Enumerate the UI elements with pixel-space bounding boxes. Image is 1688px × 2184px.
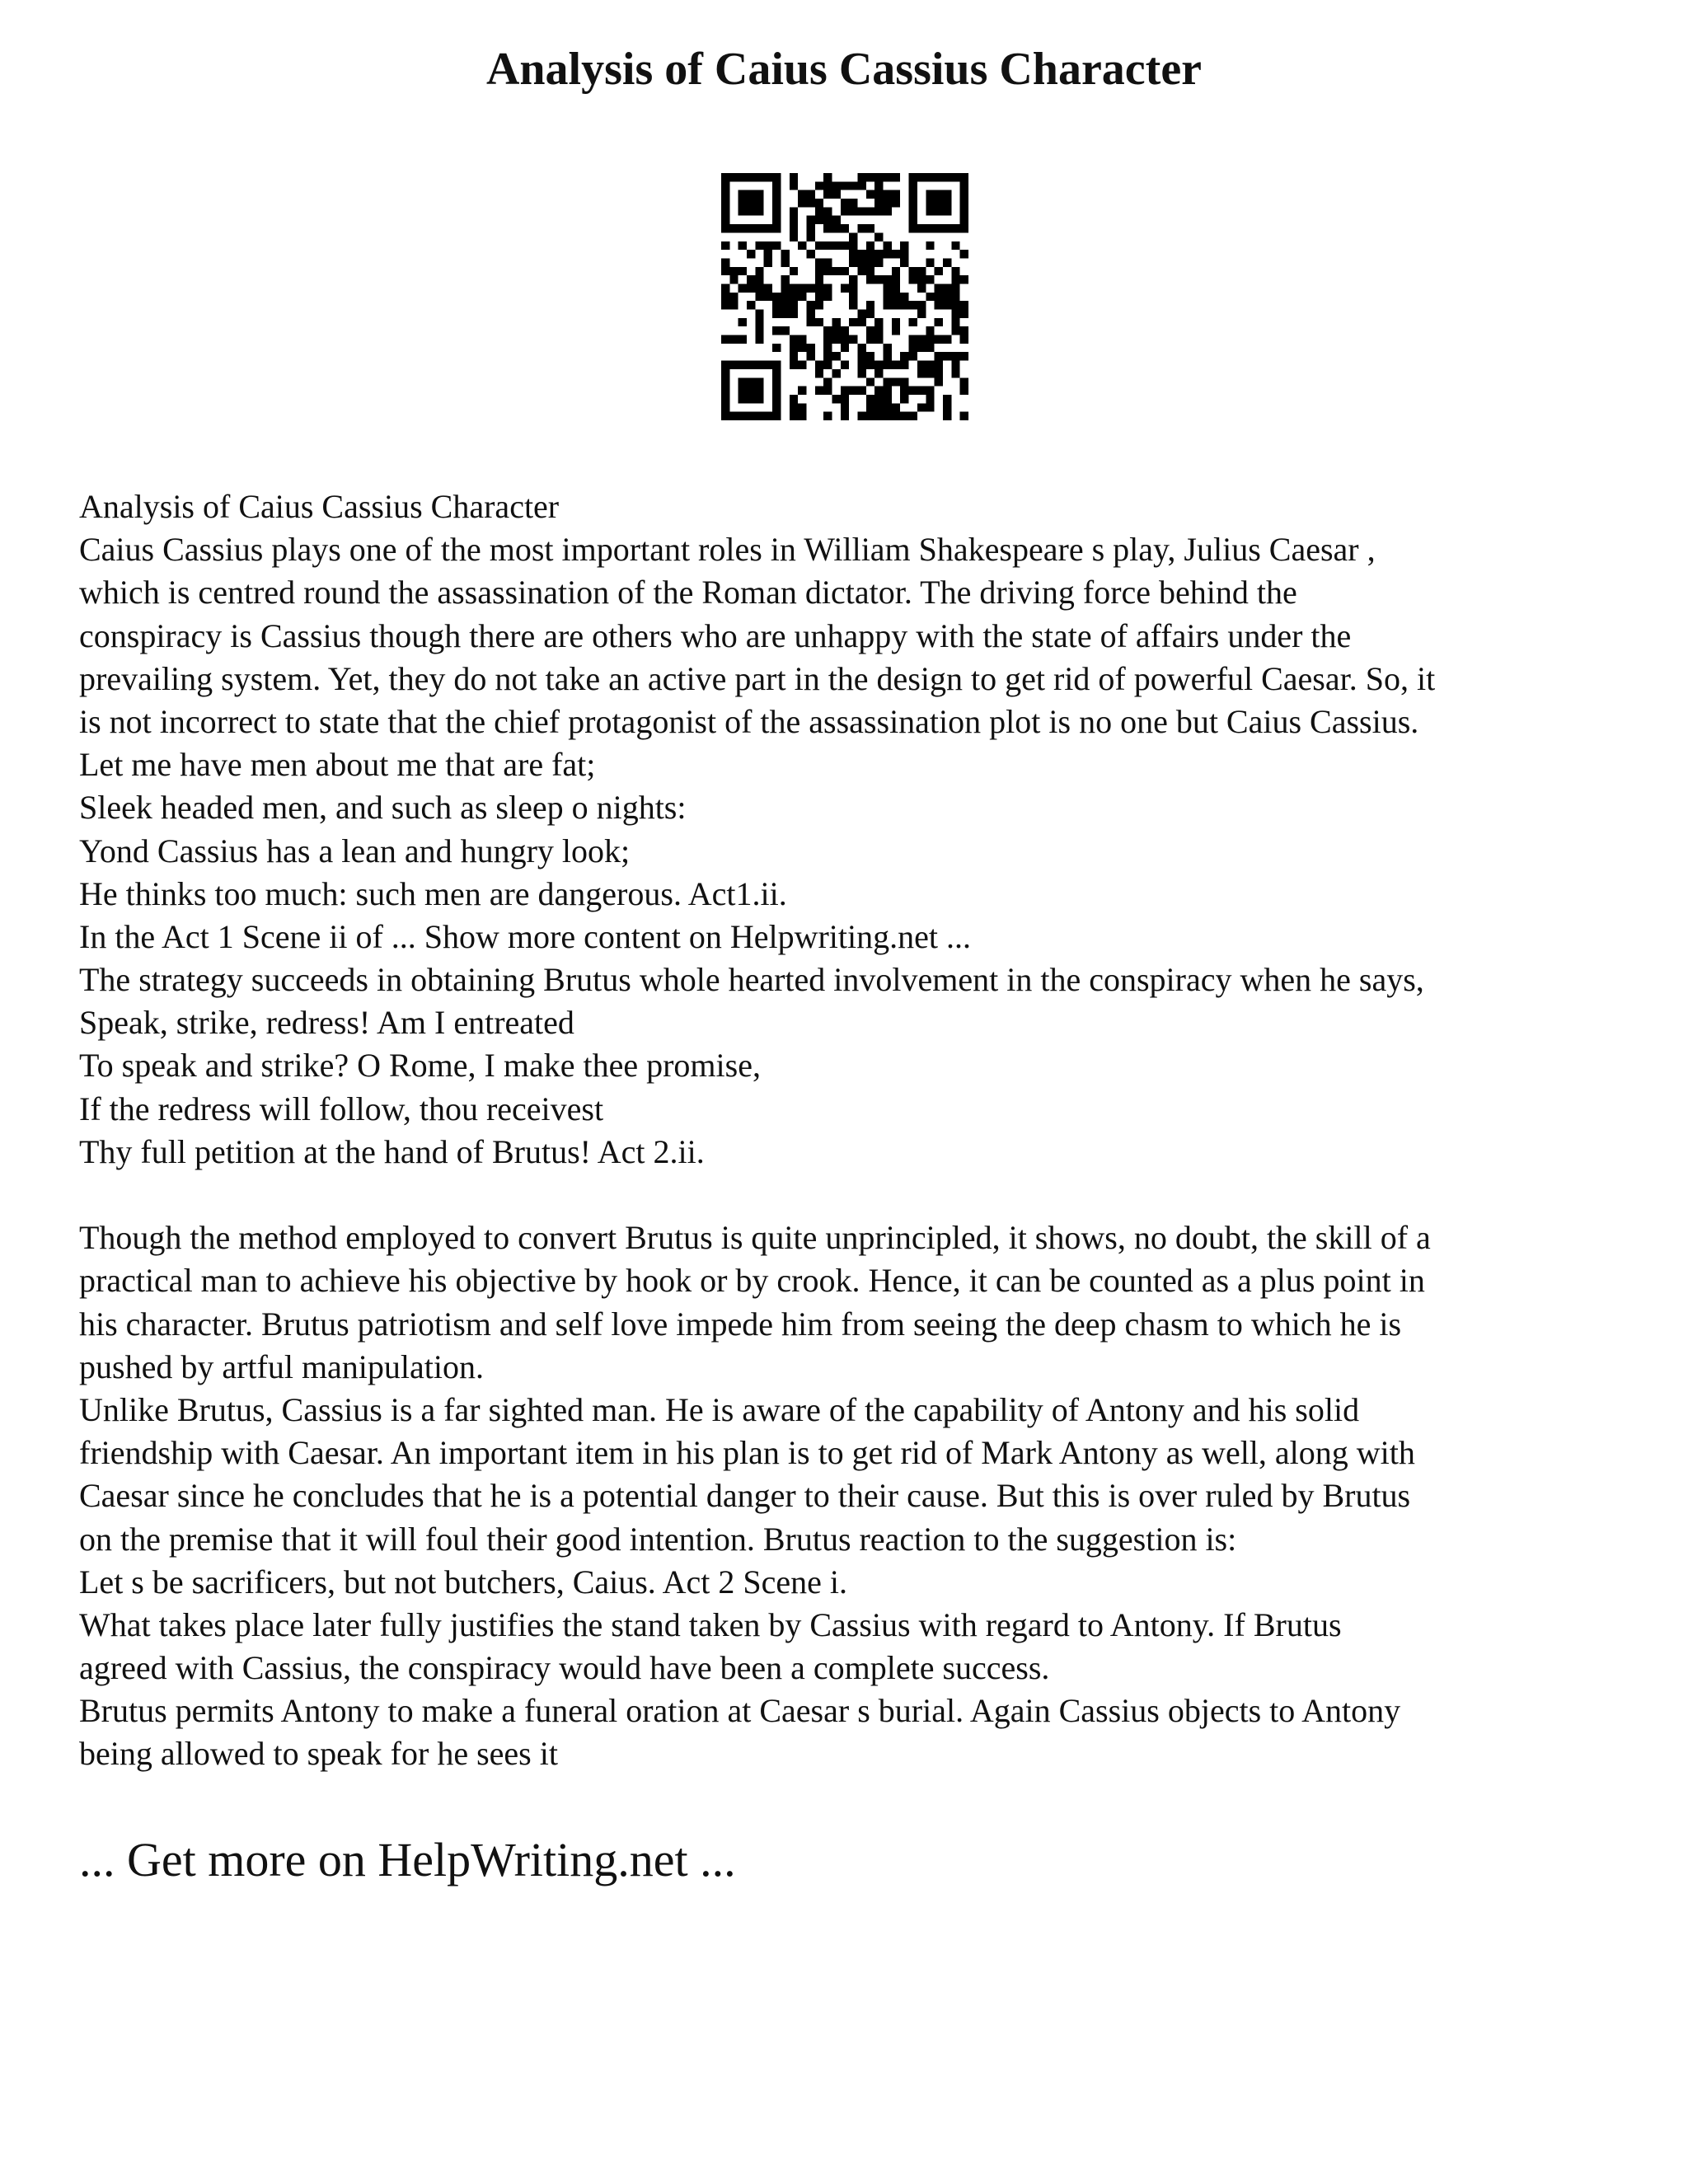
quote-line: Let me have men about me that are fat; <box>79 746 596 784</box>
body-line: practical man to achieve his objective by hook or by crook. Hence, it can be counted as a plus point in <box>79 1262 1425 1300</box>
article-body <box>79 485 1645 1776</box>
body-line: his character. Brutus patriotism and self love impede him from seeing the deep chasm to which he is <box>79 1305 1402 1343</box>
quote-line: If the redress will follow, thou receivest <box>79 1090 604 1127</box>
body-line: Brutus permits Antony to make a funeral oration at Caesar s burial. Again Cassius objects to Antony <box>79 1692 1401 1730</box>
body-line: which is centred round the assassination of the Roman dictator. The driving force behind the <box>79 574 1297 612</box>
quote-line: To speak and strike? O Rome, I make thee promise, <box>79 1047 761 1085</box>
body-line: Caius Cassius plays one of the most important roles in William Shakespeare s play, Julius Caesar , <box>79 531 1376 569</box>
body-line: Analysis of Caius Cassius Character <box>79 488 560 525</box>
body-line: What takes place later fully justifies the stand taken by Cassius with regard to Antony. If Brutus <box>79 1605 1342 1643</box>
document-title: Analysis of Caius Cassius Character <box>485 44 1203 95</box>
body-line: on the premise that it will foul their good intention. Brutus reaction to the suggestion is: <box>79 1520 1237 1558</box>
quote-line: Speak, strike, redress! Am I entreated <box>79 1004 574 1042</box>
quote-line: Let s be sacrificers, but not butchers, Caius. Act 2 Scene i. <box>79 1563 847 1601</box>
show-more-line: In the Act 1 Scene ii of ... Show more content on Helpwriting.net ... <box>79 917 972 955</box>
quote-line: Sleek headed men, and such as sleep o nights: <box>79 789 687 827</box>
body-line: The strategy succeeds in obtaining Brutus whole hearted involvement in the conspiracy when he says, <box>79 961 1424 999</box>
quote-line: Thy full petition at the hand of Brutus! Act 2.ii. <box>79 1132 705 1170</box>
quote-line: Yond Cassius has a lean and hungry look; <box>79 832 631 869</box>
body-line: agreed with Cassius, the conspiracy would have been a complete success. <box>79 1649 1050 1687</box>
body-line: pushed by artful manipulation. <box>79 1347 485 1385</box>
quote-line: He thinks too much: such men are dangerous. Act1.ii. <box>79 874 787 912</box>
body-line: being allowed to speak for he sees it <box>79 1735 558 1773</box>
qr-code-icon <box>721 173 968 420</box>
body-line: friendship with Caesar. An important item in his plan is to get rid of Mark Antony as well, along with <box>79 1434 1415 1472</box>
body-line: Though the method employed to convert Brutus is quite unprincipled, it shows, no doubt, the skill of a <box>79 1219 1431 1257</box>
body-line: conspiracy is Cassius though there are others who are unhappy with the state of affairs under the <box>79 616 1352 654</box>
body-line: is not incorrect to state that the chief protagonist of the assassination plot is no one but Caius Cassius. <box>79 702 1419 740</box>
body-line: Caesar since he concludes that he is a potential danger to their cause. But this is over ruled by Brutus <box>79 1477 1411 1515</box>
blank-line <box>79 1174 1645 1216</box>
get-more-link[interactable]: ... Get more on HelpWriting.net ... <box>79 1833 736 1886</box>
body-line: prevailing system. Yet, they do not take an active part in the design to get rid of powerful Caesar. So, it <box>79 659 1436 697</box>
body-line: Unlike Brutus, Cassius is a far sighted man. He is aware of the capability of Antony and his solid <box>79 1390 1360 1428</box>
